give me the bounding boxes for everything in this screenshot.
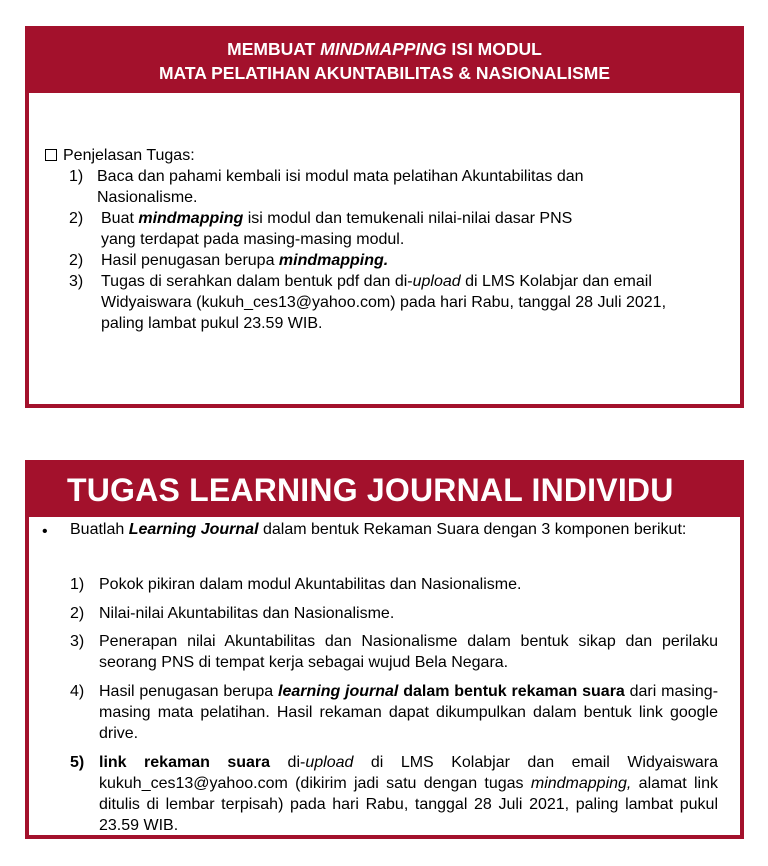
intro-text: Buatlah Learning Journal dalam bentuk Rekaman Suara dengan 3 komponen berikut:: [70, 521, 687, 538]
component-item: 1) Pokok pikiran dalam modul Akuntabilitas dan Nasionalisme.: [70, 576, 522, 593]
component-item: 5) link rekaman suara di-upload di LMS Kolabjar dan email Widyaiswara kukuh_ces13@yahoo.com (dikirim jadi satu dengan tugas mindmapping, alamat link ditulis di lembar terpisah) pada hari Rabu, tanggal 28 Juli 2021, paling lambat pukul 23.59 WIB.: [70, 754, 719, 834]
component-item: 3) Penerapan nilai Akuntabilitas dan Nasionalisme dalam bentuk sikap dan perilaku seorang PNS di tempat kerja sebagai wujud Bela Negara.: [70, 633, 718, 671]
task-item: 2) Hasil penugasan berupa mindmapping.: [69, 252, 389, 269]
task-heading: Penjelasan Tugas:: [45, 145, 740, 166]
mindmapping-task-panel: [25, 26, 744, 408]
checkbox-square-icon: [45, 149, 57, 161]
task-item: 2) Buat mindmapping isi modul dan temukenali nilai-nilai dasar PNS yang terdapat pada masing-masing modul.: [69, 210, 573, 248]
task-item: 3) Tugas di serahkan dalam bentuk pdf dan di-upload di LMS Kolabjar dan email Widyaiswara (kukuh_ces13@yahoo.com) pada hari Rabu, tanggal 28 Juli 2021, paling lambat pukul 23.59 WIB.: [69, 273, 667, 332]
bullet-icon: •: [42, 523, 48, 540]
panel-title-line-1: MEMBUAT MINDMAPPING ISI MODUL: [227, 39, 542, 59]
component-item: 2) Nilai-nilai Akuntabilitas dan Nasionalisme.: [70, 605, 395, 622]
component-item: 4) Hasil penugasan berupa learning journal dalam bentuk rekaman suara dari masing-masing mata pelatihan. Hasil rekaman dapat dikumpulkan dalam bentuk link google drive.: [70, 683, 719, 742]
learning-journal-title: TUGAS LEARNING JOURNAL INDIVIDU: [29, 464, 740, 517]
learning-journal-panel: [25, 460, 744, 839]
task-item: 1) Baca dan pahami kembali isi modul mata pelatihan Akuntabilitas dan Nasionalisme.: [69, 168, 584, 206]
task-description: [29, 93, 740, 334]
panel-title-line-2: MATA PELATIHAN AKUNTABILITAS & NASIONALISME: [158, 63, 611, 83]
panel-title-banner: [29, 30, 740, 93]
